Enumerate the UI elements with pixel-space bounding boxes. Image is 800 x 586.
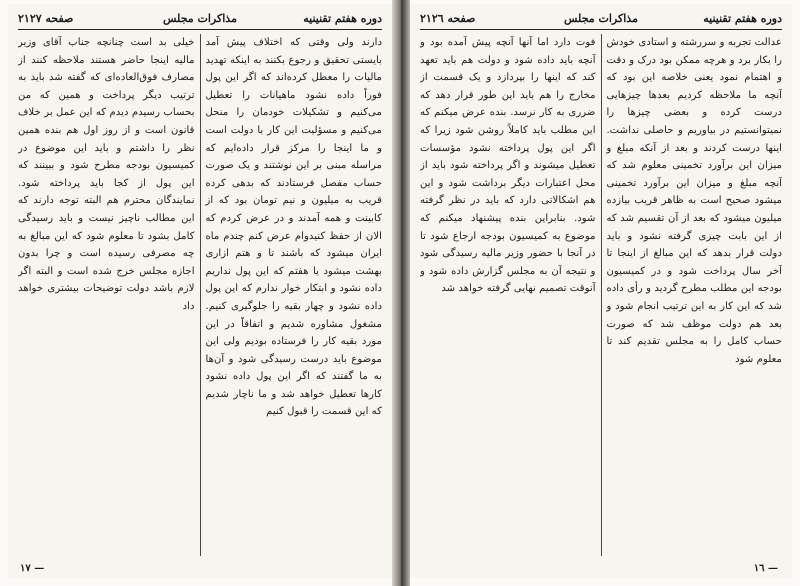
- header-session: دوره هفتم تقنينيه: [703, 12, 782, 25]
- page-header: [420, 10, 782, 28]
- text-column-left: فوت دارد اما آنها آنچه پیش آمده بود و آنچه باید داده شود و دولت هم باید تعهد کند که اینها را بپردازد و یک قسمت از مخارج را هم باید این طور قرار دهد که ضرری به کار نرسد. بنده عرض میکنم که این مطلب باید کاملاً روشن شود زیرا که اگر این پول پرداخته نشود مؤسسات تعطیل میشوند و اگر پرداخته شود باید از محل اعتبارات دیگر برداشت شود و این هم اشکالاتی دارد که باید در نظر گرفته شود. بنابراین بنده پیشنهاد میکنم که موضوع به کمیسیون بودجه ارجاع شود تا در آنجا با حضور وزیر مالیه رسیدگی شود و نتیجه آن به مجلس گزارش داده شود و آنوقت تصمیم نهایی گرفته خواهد شد: [420, 37, 596, 295]
- header-page-ref: صفحه ٢١٢٧: [18, 12, 74, 25]
- header-session: دوره هفتم تقنينيه: [303, 12, 382, 25]
- text-column-right: عدالت تجربه و سررشته و استادی خودش را بکار برد و هرچه ممکن بود درک و دقت و اهتمام نمود یعنی خلاصه این بود که آنچه ما ملاحظه کردیم بعدها چیزهایی درست کرده و بعضی چیزها را نمیتوانستیم در بیاوریم و حاصلی نداشت. اینها درست کردند و بعد از آنکه مبلغ و میزان این برآورد تخمینی معلوم شد که آنچه مبلغ و میزان این برآورد تخمینی میشود صحیح است به ظاهر قریب بیازده میلیون میشود که بعد از آن تقسیم شد که از این بابت چیزی گرفته نشود و باید دولت قرار بدهد که این مبالغ از اینجا تا آخر سال پرداخت شود و در کمیسیون بودجه این مطلب مطرح گردید و رأی داده شد که این کار به این ترتیب انجام شود و بعد هم دولت موظف شد که صورت حساب کامل را به مجلس تقدیم کند تا معلوم شود: [606, 37, 782, 365]
- header-title: مذاكرات مجلس: [564, 12, 638, 25]
- right-page: [410, 4, 792, 578]
- page-number: — ١٦: [753, 563, 778, 574]
- text-column-left: خیلی بد است چنانچه جناب آقای وزیر مالیه اینجا حاضر هستند ملاحظه کنند از مصارف فوق‌العاده‌ای که گفته شد باید به ترتیب دیگر پرداخت و همین که من بحساب رسیدم دیدم که این عمل بر خلاف قانون است و از روز اول هم بنده همین نظر را داشتم و باید این موضوع در کمیسیون بودجه مطرح شود و ببینند که این پول از کجا باید پرداخته شود. نمایندگان محترم هم البته توجه دارند که این مطالب ناچیز نیست و باید رسیدگی کامل بشود تا معلوم شود که این مبالغ به چه مصرفی رسیده است و چرا بدون اجازه مجلس خرج شده است و البته اگر لازم باشد دولت توضیحات بیشتری خواهد داد: [18, 37, 195, 312]
- header-rule: [420, 29, 782, 30]
- left-page: [8, 4, 392, 578]
- header-title: مذاكرات مجلس: [163, 12, 237, 25]
- column-divider: [200, 34, 201, 556]
- page-number: — ١٧: [20, 563, 45, 574]
- text-columns: [420, 34, 782, 556]
- book-gutter: [392, 0, 410, 586]
- header-rule: [18, 29, 382, 30]
- page-header: [18, 10, 382, 28]
- header-page-ref: صفحه ٢١٢٦: [420, 12, 476, 25]
- column-divider: [601, 34, 602, 556]
- text-column-right: دارند ولی وقتی که اختلاف پیش آمد بایستی تحقیق و رجوع بکنند به اینکه تهدید مالیات را معطل کرده‌اند که اگر این پول فوراً داده نشود ماهیانات را تعطیل می‌کنیم و تشکیلات خودمان را منحل می‌کنیم و مسؤلیت این کار با دولت است و ما اینجا را مرکز قرار داده‌ایم که مراسله مبنی بر این نوشتند و یک صورت حساب مفصل فرستادند که بدهی کرده قریب به میلیون و نیم تومان بود که از کابینت و همه آمدند و در عرض کردم که الان از حفظ کنیدوام عرض کنم چندم ماه ایران میشود که باشند تا و هتم ازاری بهشت میشود یا هفتم که این پول نداریم داده نشود و ابتکار خوار ندارم که این پول داده نشود و چهار بقیه را جلوگیری کنیم. مشغول مشاوره شدیم و اتفاقاً در این مورد بقیه کار را فرستاده بودیم ولی این موضوع باید درست رسیدگی شود و آن‌ها به ما گفتند که اگر این پول داده نشود کارها تعطیل خواهد شد و ما ناچار شدیم که این قسمت را قبول کنیم: [205, 37, 382, 418]
- text-columns: [18, 34, 382, 556]
